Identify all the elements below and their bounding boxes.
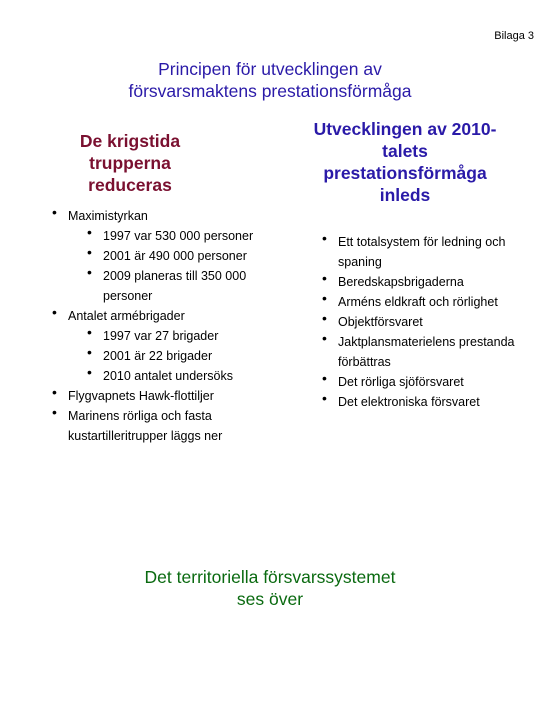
- list-item-text: Marinens rörliga och fasta kustartilleritrupper läggs ner: [68, 409, 223, 443]
- bottom-statement-line-1: Det territoriella försvarssystemet: [144, 567, 396, 587]
- list-item-text: Antalet armébrigader: [68, 309, 185, 323]
- sub-list-item: • 1997 var 530 000 personer: [103, 226, 288, 246]
- right-heading-line-1: Utvecklingen av 2010-: [313, 119, 497, 139]
- right-heading-line-4: inleds: [379, 185, 431, 205]
- list-item: [68, 206, 288, 306]
- right-heading-line-2: talets: [382, 141, 428, 161]
- list-item: • Objektförsvaret: [338, 312, 530, 332]
- bottom-statement-line-2: ses över: [236, 589, 304, 609]
- sub-bullet-list: [68, 226, 288, 306]
- bottom-statement: [0, 566, 540, 610]
- left-bullet-list: [68, 206, 288, 446]
- right-column-heading: [290, 118, 520, 206]
- appendix-label: Bilaga 3: [494, 30, 534, 42]
- left-heading-line-1: De krigstida: [79, 131, 181, 151]
- page-title-line-1: Principen för utvecklingen av: [158, 59, 382, 79]
- sub-list-item: • 2001 är 490 000 personer: [103, 246, 288, 266]
- sub-list-item: • 2010 antalet undersöks: [103, 366, 288, 386]
- left-column-heading: [40, 130, 220, 196]
- list-item: [68, 306, 288, 386]
- page-title: [0, 58, 540, 102]
- sub-list-item: • 2009 planeras till 350 000 personer: [103, 266, 288, 306]
- sub-list-item: • 1997 var 27 brigader: [103, 326, 288, 346]
- list-item: • Ett totalsystem för ledning och spaning: [338, 232, 530, 272]
- list-item: [68, 406, 288, 446]
- page-title-line-2: försvarsmaktens prestationsförmåga: [128, 81, 412, 101]
- list-item: [68, 386, 288, 406]
- list-item: • Arméns eldkraft och rörlighet: [338, 292, 530, 312]
- sub-bullet-list: [68, 326, 288, 386]
- list-item: • Beredskapsbrigaderna: [338, 272, 530, 292]
- sub-list-item: • 2001 är 22 brigader: [103, 346, 288, 366]
- list-item: • Det rörliga sjöförsvaret: [338, 372, 530, 392]
- left-heading-line-3: reduceras: [88, 175, 172, 195]
- list-item: • Det elektroniska försvaret: [338, 392, 530, 412]
- right-bullet-list: [338, 232, 530, 412]
- right-heading-line-3: prestationsförmåga: [323, 163, 487, 183]
- list-item-text: Flygvapnets Hawk-flottiljer: [68, 389, 214, 403]
- list-item: • Jaktplansmaterielens prestanda förbättras: [338, 332, 530, 372]
- list-item-text: Maximistyrkan: [68, 209, 148, 223]
- left-heading-line-2: trupperna: [89, 153, 171, 173]
